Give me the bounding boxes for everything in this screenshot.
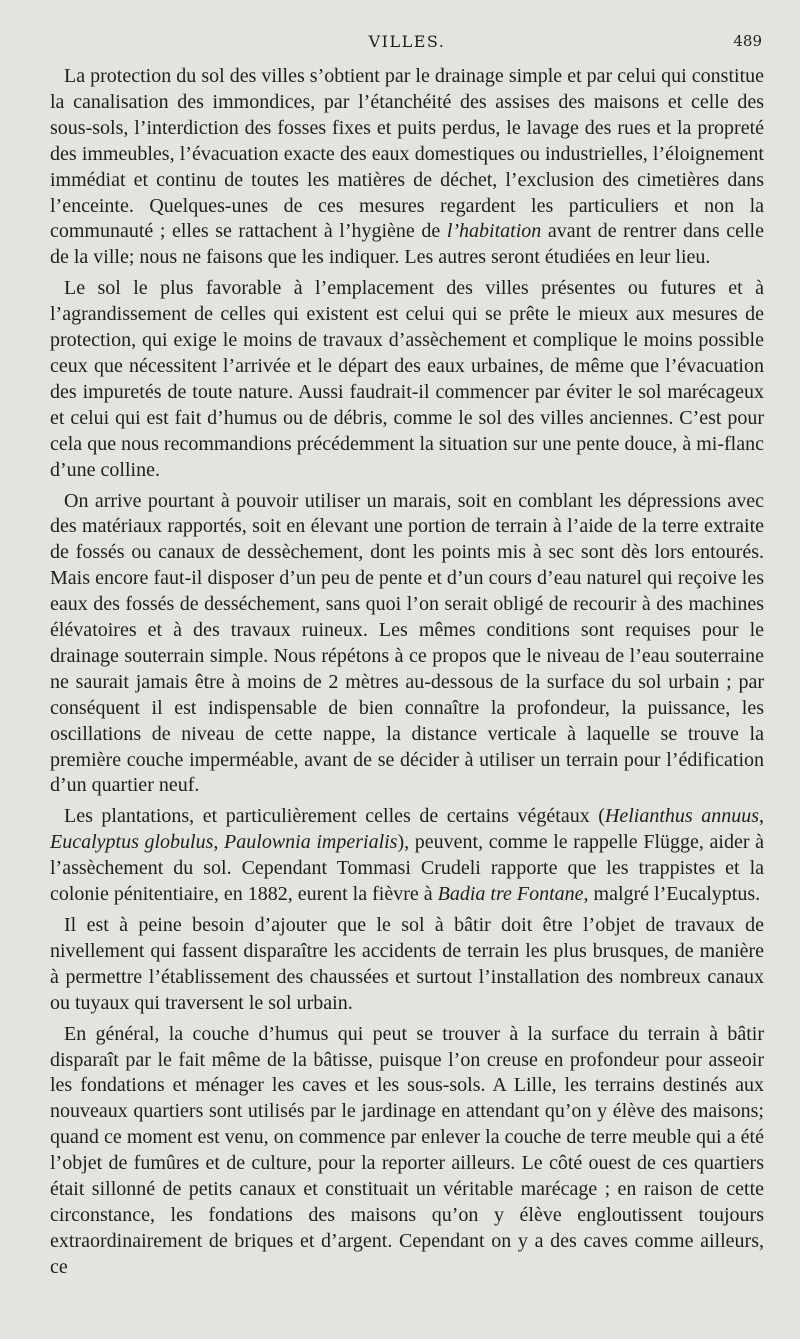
italic-place-name: Badia tre Fontane — [437, 883, 584, 906]
paragraph-favorable-soil: Le sol le plus favorable à l’emplacement des villes présentes ou futures et à l’agrandissement de celles qui existent est celui qui se prête le mieux aux mesures de protection, qui exige le moins de travaux d’assèchement et complique le moins possible ceux que nécessitent l’arrivée et le départ des eaux urbaines, de même que l’évacuation des impuretés de toute nature. Aussi faudrait-il commencer par éviter le sol marécageux et celui qui est fait d’humus ou de débris, comme le sol des villes anciennes. C’est pour cela que nous recommandions précédemment la situation sur une pente douce, à mi-flanc d’une colline. — [50, 277, 764, 481]
paragraph-soil-protection: La protection du sol des villes s’obtient par le drainage simple et par celui qui constitue la canalisation des immondices, par l’étanchéité des assises des maisons et celle des sous-sols, l’interdiction des fosses fixes et puits perdus, le lavage des rues et la propreté des immeubles, l’évacuation exacte des eaux domestiques ou industrielles, l’éloignement immédiat et continu de toutes les matières de déchet, l’exclusion des cimetières dans l’enceinte. Quelques-unes de ces mesures regardent les particuliers et non la communauté ; elles se rattachent à l’hygiène de l’habitation avant de rentrer dans celle de la ville; nous ne faisons que les indiquer. Les autres seront étudiées en leur lieu. — [50, 65, 764, 269]
body-text — [50, 64, 764, 1281]
italic-term: l’habitation — [446, 220, 542, 243]
italic-species: Eucalyptus globulus — [50, 831, 214, 854]
italic-species: Paulownia imperialis — [224, 831, 398, 854]
page-number: 489 — [733, 32, 762, 50]
paragraph-humus-layer: En général, la couche d’humus qui peut se trouver à la surface du terrain à bâtir disparaît par le fait même de la bâtisse, puisque l’on creuse en profondeur pour asseoir les fondations et ménager les caves et les sous-sols. A Lille, les terrains destinés aux nouveaux quartiers sont utilisés par le jardinage en attendant qu’on y élève des maisons; quand ce moment est venu, on commence par enlever la couche de terre meuble qui a été l’objet de fumûres et de culture, pour la reporter ailleurs. Le côté ouest de ces quartiers était sillonné de petits canaux et constituait un véritable marécage ; en raison de cette circonstance, les fondations des maisons qu’on y élève engloutissent toujours extraordinairement de briques et d’argent. Cependant on y a des caves comme ailleurs, ce — [50, 1022, 764, 1278]
running-title: VILLES. — [368, 32, 446, 51]
italic-species: Helianthus annuus — [604, 805, 760, 828]
paragraph-levelling: Il est à peine besoin d’ajouter que le sol à bâtir doit être l’objet de travaux de nivellement qui fassent disparaître les accidents de terrain les plus brusques, de manière à permettre l’établissement des chaussées et surtout l’installation des nombreux canaux ou tuyaux qui traversent le sol urbain. — [50, 914, 764, 1014]
running-head — [50, 30, 764, 64]
paragraph-marsh-use: On arrive pourtant à pouvoir utiliser un marais, soit en comblant les dépressions avec des matériaux rapportés, soit en élevant une portion de terrain à l’aide de la terre extraite de fossés ou canaux de dessèchement, dont les points mis à sec sont dès lors entourés. Mais encore faut-il disposer d’un peu de pente et d’un cours d’eau naturel qui reçoive les eaux des fossés de desséchement, sans quoi l’on serait obligé de recourir à des machines élévatoires et à des travaux ruineux. Les mêmes conditions sont requises pour le drainage souterrain simple. Nous répétons à ce propos que le niveau de l’eau souterraine ne saurait jamais être à moins de 2 mètres au-dessous de la surface du sol urbain ; par conséquent il est indispensable de bien connaître la profondeur, la puissance, les oscillations de niveau de cette nappe, la distance verticale à laquelle se trouve la première couche imperméable, avant de se décider à utiliser un terrain pour l’édification d’un quartier neuf. — [50, 489, 764, 797]
paragraph-plantations: Les plantations, et particulièrement celles de certains végétaux (Helianthus annuus, Eucalyptus globulus, Paulownia imperialis), peuvent, comme le rappelle Flügge, aider à l’assèchement du sol. Cependant Tommasi Crudeli rapporte que les trappistes et la colonie pénitentiaire, en 1882, eurent la fièvre à Badia tre Fontane, malgré l’Eucalyptus. — [50, 805, 765, 906]
